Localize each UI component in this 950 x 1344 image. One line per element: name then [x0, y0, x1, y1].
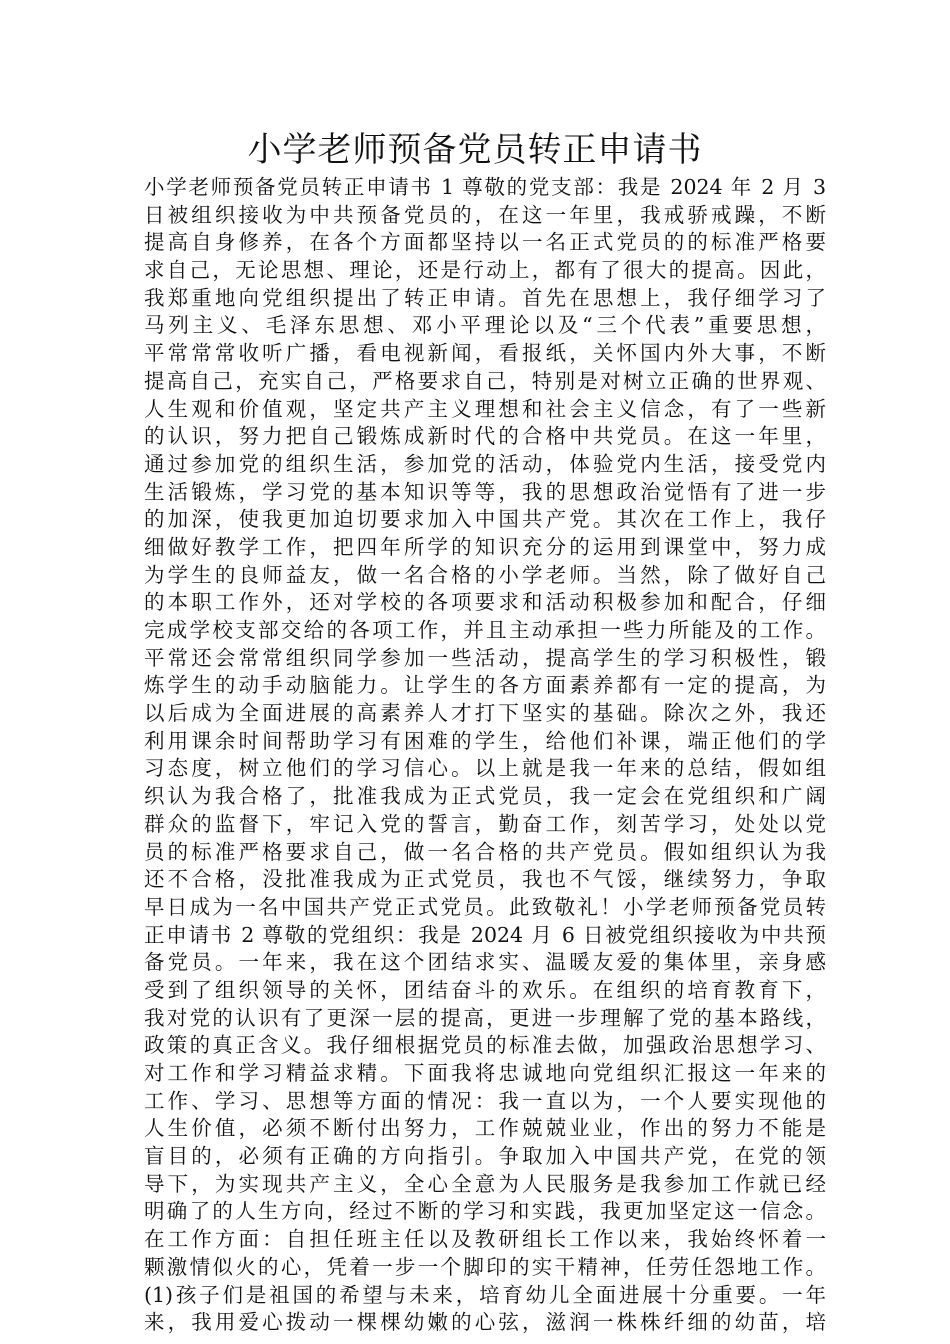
body-line: 导下，为实现共产主义，全心全意为人民服务是我参加工作就已经 [144, 1171, 826, 1196]
body-line: 细做好教学工作，把四年所学的知识充分的运用到课堂中，努力成 [144, 534, 826, 559]
body-line: 群众的监督下，牢记入党的誓言，勤奋工作，刻苦学习，处处以党 [144, 811, 826, 836]
body-line: 我对党的认识有了更深一层的提高，更进一步理解了党的基本路线， [144, 1005, 826, 1030]
body-line: (1)孩子们是祖国的希望与未来，培育幼儿全面进展十分重要。一年 [144, 1282, 826, 1307]
body-line: 在工作方面：自担任班主任以及教研组长工作以来，我始终怀着一 [144, 1227, 826, 1252]
body-line: 颗激情似火的心，凭着一步一个脚印的实干精神，任劳任怨地工作。 [144, 1254, 826, 1279]
body-line: 的认识，努力把自己锻炼成新时代的合格中共党员。在这一年里， [144, 424, 826, 449]
body-line: 对工作和学习精益求精。下面我将忠诚地向党组织汇报这一年来的 [144, 1061, 826, 1085]
body-line: 马列主义、毛泽东思想、邓小平理论以及“三个代表”重要思想， [144, 313, 826, 338]
document-title: 小学老师预备党员转正申请书 [247, 130, 703, 170]
body-line: 正申请书 2 尊敬的党组织：我是 2024 月 6 日被党组织接收为中共预 [144, 922, 826, 947]
body-line: 盲目的，必须有正确的方向指引。争取加入中国共产党，在党的领 [144, 1144, 826, 1169]
body-line: 炼学生的动手动脑能力。让学生的各方面素养都有一定的提高，为 [144, 673, 826, 698]
body-line: 以后成为全面进展的高素养人才打下坚实的基础。除次之外，我还 [144, 701, 826, 726]
body-line: 织认为我合格了，批准我成为正式党员，我一定会在党组织和广阔 [144, 784, 826, 809]
body-line: 政策的真正含义。我仔细根据党员的标准去做，加强政治思想学习、 [144, 1033, 826, 1058]
document-body [144, 174, 826, 1337]
body-line: 我郑重地向党组织提出了转正申请。首先在思想上，我仔细学习了 [144, 285, 826, 310]
body-line: 工作、学习、思想等方面的情况：我一直以为，一个人要实现他的 [144, 1088, 826, 1113]
body-line: 日被组织接收为中共预备党员的，在这一年里，我戒骄戒躁，不断 [144, 202, 826, 227]
body-line: 备党员。一年来，我在这个团结求实、温暖友爱的集体里，亲身感 [144, 950, 826, 975]
body-line: 人生观和价值观，坚定共产主义理想和社会主义信念，有了一些新 [144, 396, 826, 421]
body-line: 受到了组织领导的关怀，团结奋斗的欢乐。在组织的培育教育下， [144, 977, 826, 1002]
body-line: 还不合格，没批准我成为正式党员，我也不气馁，继续努力，争取 [144, 867, 826, 892]
body-line: 提高自身修养，在各个方面都坚持以一名正式党员的的标准严格要 [144, 230, 826, 255]
body-line: 平常还会常常组织同学参加一些活动，提高学生的学习积极性，锻 [144, 645, 826, 670]
body-line: 明确了的人生方向，经过不断的学习和实践，我更加坚定这一信念。 [144, 1199, 826, 1224]
body-line: 来，我用爱心拨动一棵棵幼嫩的心弦，滋润一株株纤细的幼苗，培 [144, 1310, 826, 1335]
body-line: 习态度，树立他们的学习信心。以上就是我一年来的总结，假如组 [144, 756, 826, 781]
body-line: 小学老师预备党员转正申请书 1 尊敬的党支部：我是 2024 年 2 月 3 [144, 175, 826, 199]
body-line: 早日成为一名中国共产党正式党员。此致敬礼！小学老师预备党员转 [144, 894, 826, 919]
body-line: 的本职工作外，还对学校的各项要求和活动积极参加和配合，仔细 [144, 590, 826, 615]
body-line: 为学生的良师益友，做一名合格的小学老师。当然，除了做好自己 [144, 562, 826, 587]
body-line: 员的标准严格要求自己，做一名合格的共产党员。假如组织认为我 [144, 839, 826, 864]
body-line: 平常常常收听广播，看电视新闻，看报纸，关怀国内外大事，不断 [144, 341, 826, 366]
body-line: 提高自己，充实自己，严格要求自己，特别是对树立正确的世界观、 [144, 368, 826, 393]
body-line: 求自己，无论思想、理论，还是行动上，都有了很大的提高。因此， [144, 258, 826, 283]
body-line: 生活锻炼，学习党的基本知识等等，我的思想政治觉悟有了进一步 [144, 479, 826, 504]
body-line: 人生价值，必须不断付出努力，工作兢兢业业，作出的努力不能是 [144, 1116, 826, 1141]
body-line: 完成学校支部交给的各项工作，并且主动承担一些力所能及的工作。 [144, 618, 826, 642]
body-line: 的加深，使我更加迫切要求加入中国共产党。其次在工作上，我仔 [144, 507, 826, 532]
body-line: 通过参加党的组织生活，参加党的活动，体验党内生活，接受党内 [144, 451, 826, 476]
body-line: 利用课余时间帮助学习有困难的学生，给他们补课，端正他们的学 [144, 728, 826, 753]
